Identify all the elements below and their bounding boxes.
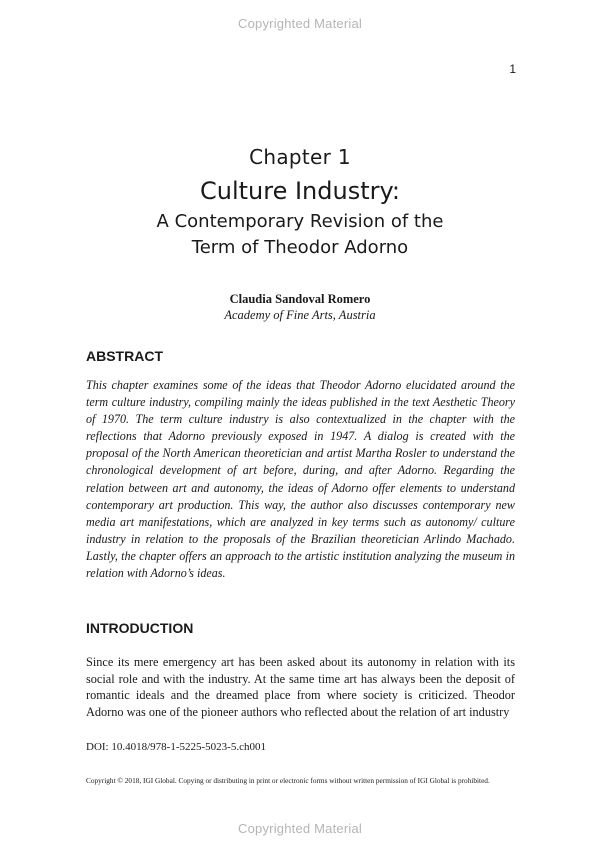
chapter-subtitle [0, 209, 600, 261]
introduction-heading: INTRODUCTION [86, 620, 194, 636]
copyright-watermark-bottom: Copyrighted Material [238, 821, 362, 836]
abstract-body: This chapter examines some of the ideas that Theodor Adorno elucidated around the term culture industry, compiling mainly the ideas published in the text Aesthetic Theory of 1970. The term culture industry is also contextualized in the chapter with the reflections that Adorno previously exposed in 1947. A dialog is created with the proposal of the North American theoretician and artist Martha Rosler to understand the chronological development of art before, during, and after Adorno. Regarding the relation between art and autonomy, the ideas of Adorno offer elements to understand contemporary art production. This way, the author also discusses contemporary new media art manifestations, which are analyzed in key terms such as autonomy/ culture industry in relation to the proposals of the Brazilian theoretician Arlindo Machado. Lastly, the chapter offers an approach to the artistic institution analyzing the museum in relation with Adorno’s ideas. [86, 378, 515, 581]
page-number: 1 [509, 62, 516, 76]
chapter-subtitle-line-1: A Contemporary Revision of the [156, 211, 444, 232]
introduction-body: Since its mere emergency art has been asked about its autonomy in relation with its social role and with the industry. At the same time art has always been the deposit of romantic ideals and the dreamed place from where society is criticized. Theodor Adorno was one of the pioneer authors who reflected about the relation of art industry [86, 655, 515, 719]
doi-line: DOI: 10.4018/978-1-5225-5023-5.ch001 [86, 741, 266, 753]
chapter-subtitle-line-2: Term of Theodor Adorno [191, 237, 409, 258]
author-name: Claudia Sandoval Romero [229, 292, 371, 306]
chapter-label: Chapter 1 [249, 145, 351, 169]
copyright-notice: Copyright © 2018, IGI Global. Copying or distributing in print or electronic forms without written permission of IGI Global is prohibited. [86, 776, 490, 785]
copyright-watermark-top: Copyrighted Material [238, 16, 362, 31]
abstract-heading: ABSTRACT [86, 348, 163, 364]
chapter-title: Culture Industry: [199, 177, 401, 205]
author-affiliation: Academy of Fine Arts, Austria [224, 308, 376, 322]
